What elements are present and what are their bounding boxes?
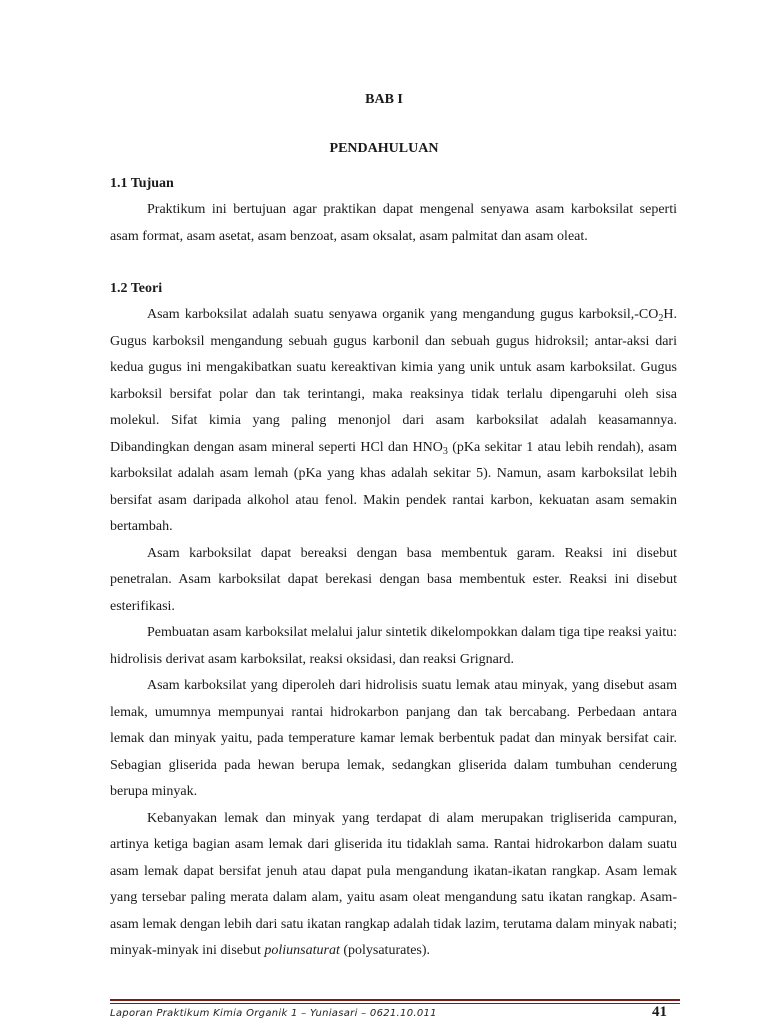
page-number: 41 xyxy=(652,1004,667,1020)
paragraph xyxy=(110,806,677,965)
paragraph-text: H. Gugus karboksil mengandung sebuah gugus karbonil dan sebuah gugus hidroksil; antar-aksi dari kedua gugus ini mengakibatkan suatu kereaktivan kimia yang unik untuk asam karboksilat. Gugus karboksil bersifat polar dan tak terintangi, maka reaksinya tidak terlalu dipengaruhi oleh sisa molekul. Sifat kimia yang paling menonjol dari asam karboksilat adalah keasamannya. Dibandingkan dengan asam mineral seperti HCl dan HNO xyxy=(110,307,677,455)
chapter-title: PENDAHULUAN xyxy=(329,141,439,156)
section-body-tujuan xyxy=(110,197,677,250)
subscript: 3 xyxy=(442,445,448,457)
chapter-label: BAB I xyxy=(365,92,403,107)
paragraph-text: Kebanyakan lemak dan minyak yang terdapat di alam merupakan trigliserida campuran, artinya ketiga bagian asam lemak dari gliserida itu tidaklah sama. Rantai hidrokarbon dalam suatu asam lemak dapat bersifat jenuh atau dapat pula mengandung ikatan-ikatan rangkap. Asam lemak yang tersebar paling merata dalam alam, yaitu asam oleat mengandung satu ikatan rangkap. Asam-asam lemak dengan lebih dari satu ikatan rangkap adalah tidak lazim, terutama dalam minyak nabati; minyak-minyak ini disebut xyxy=(110,810,677,958)
paragraph-text: (pKa sekitar 1 atau lebih rendah), asam karboksilat adalah asam lemah (pKa yang khas adalah sekitar 5). Namun, asam karboksilat lebih bersifat asam daripada alkohol atau fenol. Makin pendek rantai karbon, kekuatan asam semakin bertambah. xyxy=(110,439,677,534)
footer-text: Laporan Praktikum Kimia Organik 1 – Yuniasari – 0621.10.011 xyxy=(110,1008,437,1019)
footer-rule xyxy=(110,999,680,1001)
footer-rule-thin xyxy=(110,1003,680,1004)
paragraph: Pembuatan asam karboksilat melalui jalur sintetik dikelompokkan dalam tiga tipe reaksi yaitu: hidrolisis derivat asam karboksilat, reaksi oksidasi, dan reaksi Grignard. xyxy=(110,625,677,667)
paragraph xyxy=(110,302,677,541)
paragraph-text: Asam karboksilat adalah suatu senyawa organik yang mengandung gugus karboksil,-CO xyxy=(147,307,659,322)
paragraph: Praktikum ini bertujuan agar praktikan dapat mengenal senyawa asam karboksilat seperti asam format, asam asetat, asam benzoat, asam oksalat, asam palmitat dan asam oleat. xyxy=(110,202,677,244)
paragraph: Asam karboksilat dapat bereaksi dengan basa membentuk garam. Reaksi ini disebut penetralan. Asam karboksilat dapat berekasi dengan basa membentuk ester. Reaksi ini disebut esterifikasi. xyxy=(110,545,677,614)
paragraph: Asam karboksilat yang diperoleh dari hidrolisis suatu lemak atau minyak, yang disebut asam lemak, umumnya mempunyai rantai hidrokarbon panjang dan tak bercabang. Perbedaan antara lemak dan minyak yaitu, pada temperature kamar lemak berbentuk padat dan minyak bersifat cair. Sebagian gliserida pada hewan berupa lemak, sedangkan gliserida dalam tumbuhan cenderung berupa minyak. xyxy=(110,678,677,799)
subscript: 2 xyxy=(658,313,664,324)
paragraph-text: (polysaturates). xyxy=(339,943,431,958)
italic-term: poliunsaturat xyxy=(264,943,340,958)
section-title-tujuan: 1.1 Tujuan xyxy=(110,176,174,191)
section-body-teori xyxy=(110,302,677,965)
section-title-teori: 1.2 Teori xyxy=(110,281,163,296)
